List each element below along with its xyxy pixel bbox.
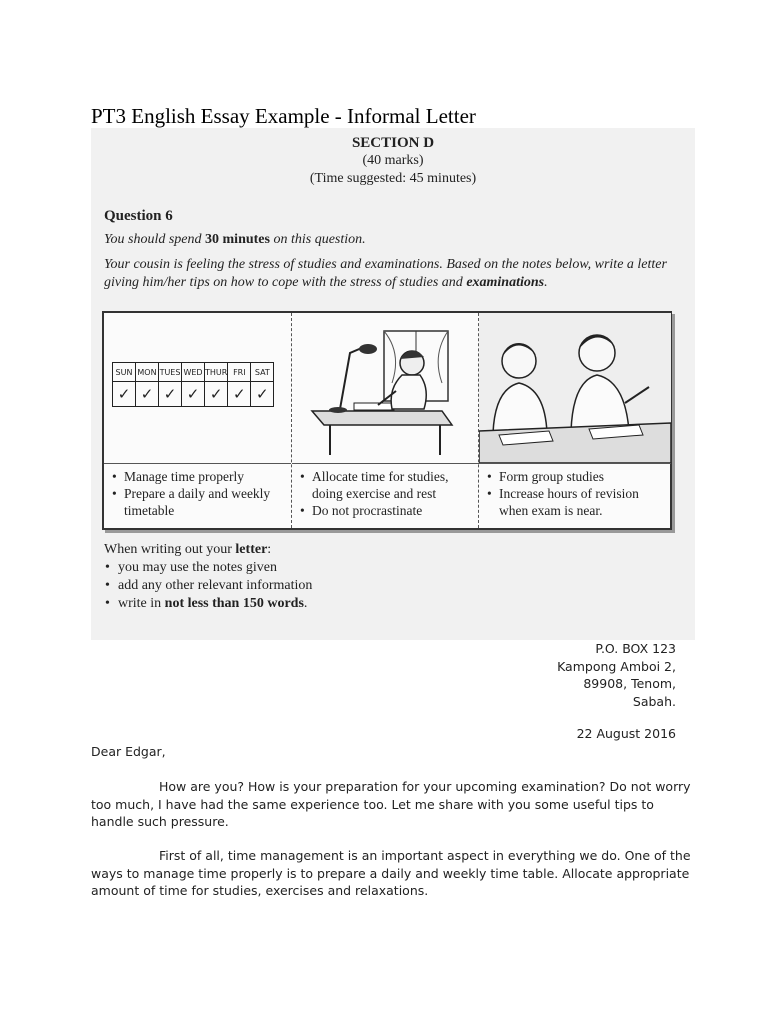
prompt-text: Your cousin is feeling the stress of studies and examinations. Based on the notes below, write a letter giving him/her tips on how to cope with the stress of studies and — [104, 257, 667, 290]
writing-instructions — [104, 541, 312, 613]
prompt-end: . — [544, 275, 548, 290]
timetable-check: ✓ — [228, 382, 251, 407]
instr-item-text: write in — [118, 596, 165, 611]
instr-item-text: you may use the notes given — [118, 560, 278, 575]
question-prompt — [104, 256, 684, 292]
instr-heading-end: : — [267, 542, 272, 557]
group-study-illustration — [479, 313, 671, 463]
note-item: • Do not procrastinate — [312, 502, 473, 519]
instr-heading-bold: letter — [235, 542, 268, 557]
instr-item-end: . — [303, 596, 308, 611]
panel-group-study — [478, 313, 671, 528]
timetable-check: ✓ — [159, 382, 182, 407]
timetable-day: THUR — [205, 363, 228, 382]
note-item: • Allocate time for studies, doing exercise and rest — [312, 468, 473, 502]
notes-panels — [102, 311, 672, 530]
prompt-bold: examinations — [466, 275, 545, 290]
note-item: • Form group studies — [499, 468, 665, 485]
timetable-illustration — [104, 313, 291, 463]
timetable-check: ✓ — [182, 382, 205, 407]
note-item: • Manage time properly — [124, 468, 285, 485]
timetable-day: TUES — [159, 363, 182, 382]
document-title: PT3 English Essay Example - Informal Letter — [91, 104, 476, 128]
letter-paragraph: First of all, time management is an important aspect in everything we do. One of the ways to manage time properly is to prepare a daily and weekly time table. Allocate appropriate amount of time for studies, exercises and relaxations. — [91, 848, 691, 898]
timetable-day: MON — [136, 363, 159, 382]
exam-question-scan — [91, 128, 695, 640]
section-marks: (40 marks) — [362, 153, 424, 168]
panel-timetable — [104, 313, 291, 528]
timetable-day: SUN — [113, 363, 136, 382]
address-line: Kampong Amboi 2, — [557, 658, 676, 674]
section-title: SECTION D — [351, 135, 435, 151]
panel-studying — [291, 313, 479, 528]
timetable-check: ✓ — [136, 382, 159, 407]
address-line: 89908, Tenom, — [583, 676, 676, 691]
instructions-heading — [104, 541, 312, 559]
instr-heading-text: When writing out your — [104, 542, 236, 557]
letter-date: 22 August 2016 — [576, 726, 676, 741]
instr-item-bold: not less than 150 words — [164, 596, 304, 611]
spend-duration: 30 minutes — [205, 232, 270, 247]
boy-studying-illustration — [292, 313, 479, 463]
note-item: • Increase hours of revision when exam is near. — [499, 485, 665, 519]
weekly-timetable — [112, 362, 274, 407]
spend-text-end: on this question. — [269, 232, 366, 247]
instruction-item — [118, 595, 312, 613]
instruction-item — [118, 577, 312, 595]
sender-address — [557, 640, 676, 710]
address-line: P.O. BOX 123 — [595, 641, 676, 656]
spend-text: You should spend — [104, 232, 206, 247]
panel1-notes — [104, 463, 291, 528]
section-time: (Time suggested: 45 minutes) — [309, 171, 477, 186]
letter-greeting: Dear Edgar, — [91, 744, 166, 759]
timetable-day: SAT — [251, 363, 274, 382]
instruction-item — [118, 559, 312, 577]
timetable-day: FRI — [228, 363, 251, 382]
question-title: Question 6 — [104, 208, 173, 224]
timetable-check: ✓ — [251, 382, 274, 407]
question-instruction — [104, 232, 366, 248]
timetable-check: ✓ — [113, 382, 136, 407]
panel2-notes — [292, 463, 479, 528]
address-line: Sabah. — [632, 693, 676, 709]
letter-paragraph: How are you? How is your preparation for your upcoming examination? Do not worry too much, I have had the same experience too. Let me share with you some useful tips to handle such pressure. — [91, 779, 691, 829]
note-item: • Prepare a daily and weekly timetable — [124, 485, 285, 519]
timetable-check: ✓ — [205, 382, 228, 407]
instr-item-text: add any other relevant information — [118, 578, 313, 593]
panel3-notes — [479, 463, 671, 528]
timetable-day: WED — [182, 363, 205, 382]
